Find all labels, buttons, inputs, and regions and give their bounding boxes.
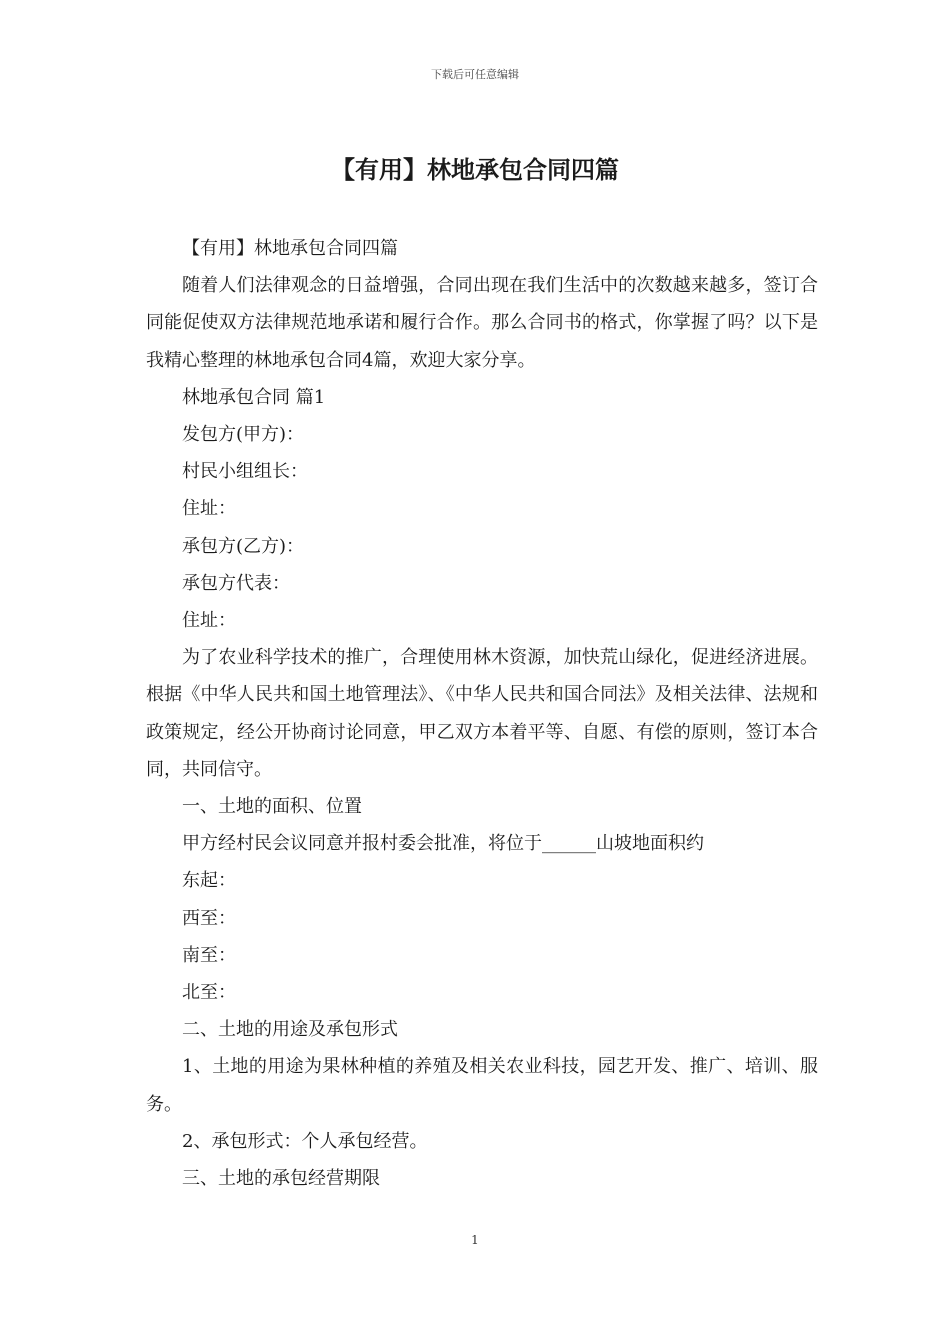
- paragraph-south: 南至：: [182, 944, 236, 966]
- document-body: [146, 230, 818, 1197]
- page-header-note: 下载后可任意编辑: [431, 68, 519, 81]
- paragraph-party-b-rep: 承包方代表：: [182, 572, 290, 594]
- paragraph-party-b: 承包方(乙方)：: [182, 535, 305, 557]
- page-number: 1: [471, 1233, 479, 1247]
- paragraph-land-use: 1、土地的用途为果林种植的养殖及相关农业科技，园艺开发、推广、培训、服务。: [146, 1056, 818, 1115]
- paragraph-section-1: 一、土地的面积、位置: [182, 796, 362, 818]
- paragraph-north: 北至：: [182, 982, 236, 1004]
- paragraph-land-location: 甲方经村民会议同意并报村委会批准，将位于______山坡地面积约: [182, 833, 704, 855]
- paragraph-intro: 随着人们法律观念的日益增强，合同出现在我们生活中的次数越来越多，签订合同能促使双方法律规范地承诺和履行合作。那么合同书的格式，你掌握了吗？以下是我精心整理的林地承包合同4篇，欢迎大家分享。: [146, 275, 818, 371]
- paragraph-address-b: 住址：: [182, 610, 236, 632]
- paragraph-west: 西至：: [182, 907, 236, 929]
- paragraph-party-a: 发包方(甲方)：: [182, 424, 305, 446]
- paragraph-section-3: 三、土地的承包经营期限: [182, 1168, 380, 1190]
- paragraph-contract-form: 2、承包形式：个人承包经营。: [182, 1130, 428, 1152]
- paragraph-contract-title: 林地承包合同 篇1: [182, 386, 326, 408]
- paragraph-section-2: 二、土地的用途及承包形式: [182, 1019, 398, 1041]
- paragraph-preamble: 为了农业科学技术的推广，合理使用林木资源，加快荒山绿化，促进经济进展。根据《中华人民共和国土地管理法》、《中华人民共和国合同法》及相关法律、法规和政策规定，经公开协商讨论同意，甲乙双方本着平等、自愿、有偿的原则，签订本合同，共同信守。: [146, 647, 818, 780]
- paragraph-heading-repeat: 【有用】林地承包合同四篇: [182, 238, 398, 259]
- paragraph-group-leader: 村民小组组长：: [182, 461, 308, 483]
- document-title: 【有用】林地承包合同四篇: [331, 156, 619, 184]
- paragraph-address-a: 住址：: [182, 498, 236, 520]
- paragraph-east: 东起：: [182, 870, 236, 892]
